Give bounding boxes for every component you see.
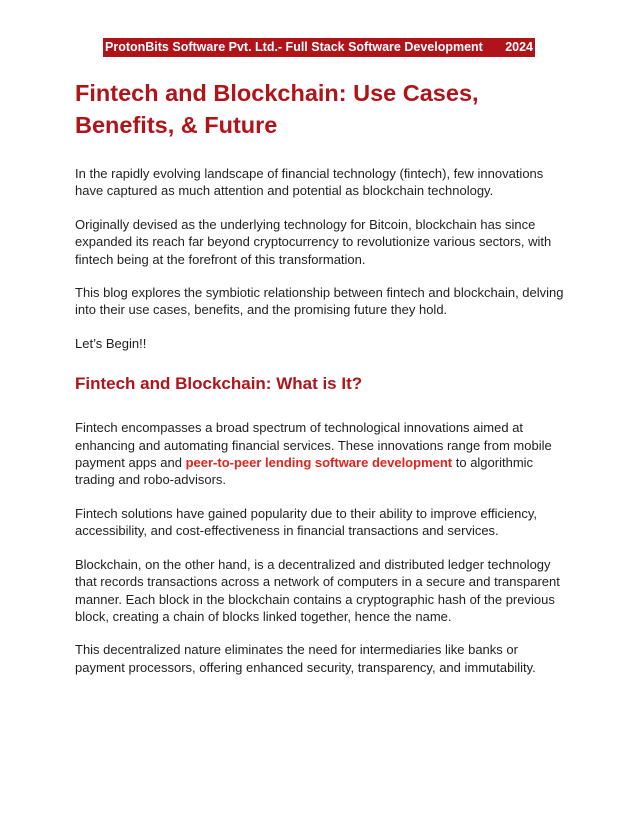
intro-paragraph-3: This blog explores the symbiotic relationship between fintech and blockchain, delving into their use cases, benefits, and the promising future they hold.: [75, 285, 564, 318]
p2p-lending-link[interactable]: peer-to-peer lending software development: [185, 455, 453, 471]
header-year: 2024: [505, 40, 533, 54]
section-paragraph-2: Fintech solutions have gained popularity due to their ability to improve efficiency, accessibility, and cost-effectiveness in financial transactions and services.: [75, 505, 538, 539]
intro-paragraph-4: Let’s Begin!!: [75, 335, 147, 351]
section-paragraph-4: This decentralized nature eliminates the need for intermediaries like banks or payment processors, offering enhanced security, transparency, and immutability.: [75, 642, 536, 675]
section-paragraph-3: Blockchain, on the other hand, is a decentralized and distributed ledger technology that records transactions across a network of computers in a secure and transparent manner. Each block in the blockchain contains a cryptographic hash of the previous block, creating a chain of blocks linked together, hence the name.: [75, 556, 560, 624]
intro-paragraph-2: Originally devised as the underlying technology for Bitcoin, blockchain has since expanded its reach far beyond cryptocurrency to revolutionize various sectors, with fintech being at the forefront of this transformation.: [75, 216, 552, 267]
section-heading-what-is-it: Fintech and Blockchain: What is It?: [75, 374, 363, 394]
intro-paragraph-1: In the rapidly evolving landscape of financial technology (fintech), few innovations have captured as much attention and potential as blockchain technology.: [75, 166, 544, 199]
section-paragraph-1-text-a: Fintech encompasses a broad spectrum of technological innovations aimed at enhancing and automating financial services. These innovations range from mobile payment apps and: [75, 420, 552, 471]
article: [75, 77, 570, 676]
header-company: ProtonBits Software Pvt. Ltd.- Full Stack Software Development: [105, 40, 483, 54]
article-title: Fintech and Blockchain: Use Cases, Benefits, & Future: [75, 80, 479, 138]
header-bar: [103, 38, 535, 57]
section-paragraph-1-text-b: to algorithmic trading and robo-advisors.: [75, 455, 534, 488]
section-paragraph-1: [75, 419, 570, 489]
